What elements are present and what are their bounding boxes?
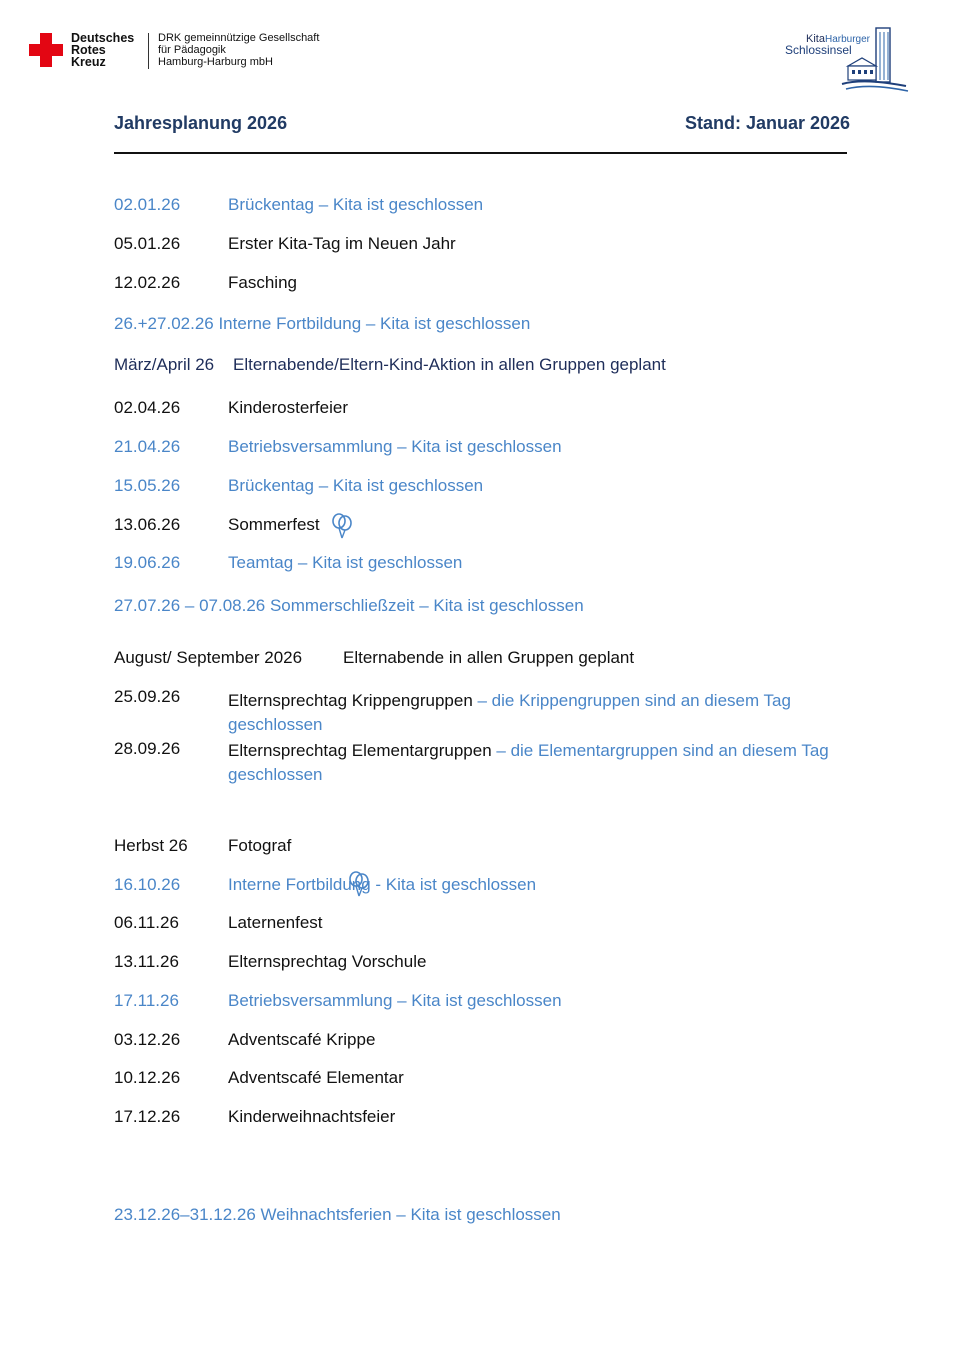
entry-date: 15.05.26	[114, 476, 181, 495]
logo-divider	[148, 33, 149, 69]
entry-description: Laternenfest	[228, 913, 323, 932]
entry-description: Erster Kita-Tag im Neuen Jahr	[228, 234, 456, 253]
balloons-icon	[348, 871, 370, 897]
entry-description: Sommerfest	[228, 515, 320, 534]
entry-date: 03.12.26	[114, 1030, 181, 1049]
entry-date: 12.02.26	[114, 273, 181, 292]
entry-date: 06.11.26	[114, 913, 179, 932]
entry-description: Brückentag – Kita ist geschlossen	[228, 195, 484, 214]
entry-description: Fasching	[228, 273, 297, 292]
kita-logo-word: Harburger	[824, 34, 870, 45]
entry-note: – die Krippengruppen sind an diesem Tag geschlossen	[228, 691, 791, 734]
entry-date: 02.01.26	[114, 195, 181, 214]
entry-date: 17.12.26	[114, 1107, 181, 1126]
entry-date: 28.09.26	[114, 739, 181, 758]
entry-description	[228, 689, 838, 737]
drk-name-line: Deutsches	[71, 31, 135, 45]
org-line: Hamburg-Harburg mbH	[158, 56, 273, 68]
entry-line: 26.+27.02.26 Interne Fortbildung – Kita ist geschlossen	[114, 314, 531, 333]
entry-date: 17.11.26	[114, 991, 179, 1010]
entry-line: 27.07.26 – 07.08.26 Sommerschließzeit – Kita ist geschlossen	[114, 596, 584, 615]
entry-description: Elternabende in allen Gruppen geplant	[343, 648, 635, 667]
entry-date: 10.12.26	[114, 1068, 181, 1087]
org-line: für Pädagogik	[158, 44, 226, 56]
organization-name	[158, 32, 319, 68]
org-line: DRK gemeinnützige Gesellschaft	[158, 32, 320, 44]
entry-date: März/April 26	[114, 355, 215, 374]
stand-date: Stand: Januar 2026	[685, 113, 851, 133]
entry-date: 13.06.26	[114, 515, 181, 534]
entry-description: Interne Fortbildung - Kita ist geschlossen	[228, 875, 537, 894]
drk-name-line: Rotes	[71, 43, 106, 57]
entry-description: Teamtag – Kita ist geschlossen	[228, 553, 463, 572]
entry-description: Brückentag – Kita ist geschlossen	[228, 476, 484, 495]
entry-date: 19.06.26	[114, 553, 181, 572]
entry-description: Elternsprechtag Vorschule	[228, 952, 427, 971]
entry-description: Fotograf	[228, 836, 292, 855]
drk-name	[71, 32, 134, 68]
entry-text: Elternsprechtag Krippengruppen	[228, 691, 473, 710]
title-underline	[114, 152, 847, 154]
entry-date: 13.11.26	[114, 952, 179, 971]
kita-logo-subtext: Schlossinsel	[785, 43, 852, 57]
entry-date: 02.04.26	[114, 398, 181, 417]
entry-date: 25.09.26	[114, 687, 181, 706]
entry-description: Betriebsversammlung – Kita ist geschlossen	[228, 991, 562, 1010]
entry-line: 23.12.26–31.12.26 Weihnachtsferien – Kita ist geschlossen	[114, 1205, 561, 1224]
entry-date: Herbst 26	[114, 836, 188, 855]
drk-name-line: Kreuz	[71, 55, 106, 69]
balloons-icon	[331, 513, 353, 539]
entry-description: Kinderosterfeier	[228, 398, 349, 417]
entry-date: 05.01.26	[114, 234, 181, 253]
entry-description: Adventscafé Elementar	[228, 1068, 404, 1087]
entry-description: Betriebsversammlung – Kita ist geschlossen	[228, 437, 562, 456]
kita-logo-word: Kita	[806, 33, 825, 45]
entry-description: Adventscafé Krippe	[228, 1030, 376, 1049]
entry-text: Elternsprechtag Elementargruppen	[228, 741, 492, 760]
entry-description: Elternabende/Eltern-Kind-Aktion in allen Gruppen geplant	[233, 355, 666, 374]
red-cross-logo-icon	[29, 33, 63, 67]
entry-date: 16.10.26	[114, 875, 181, 894]
entry-date: 21.04.26	[114, 437, 181, 456]
page-title: Jahresplanung 2026	[114, 113, 288, 133]
entry-date: August/ September 2026	[114, 648, 303, 667]
entry-description	[228, 739, 838, 787]
entry-description: Kinderweihnachtsfeier	[228, 1107, 396, 1126]
entry-note: – die Elementargruppen sind an diesem Tag geschlossen	[228, 741, 829, 784]
